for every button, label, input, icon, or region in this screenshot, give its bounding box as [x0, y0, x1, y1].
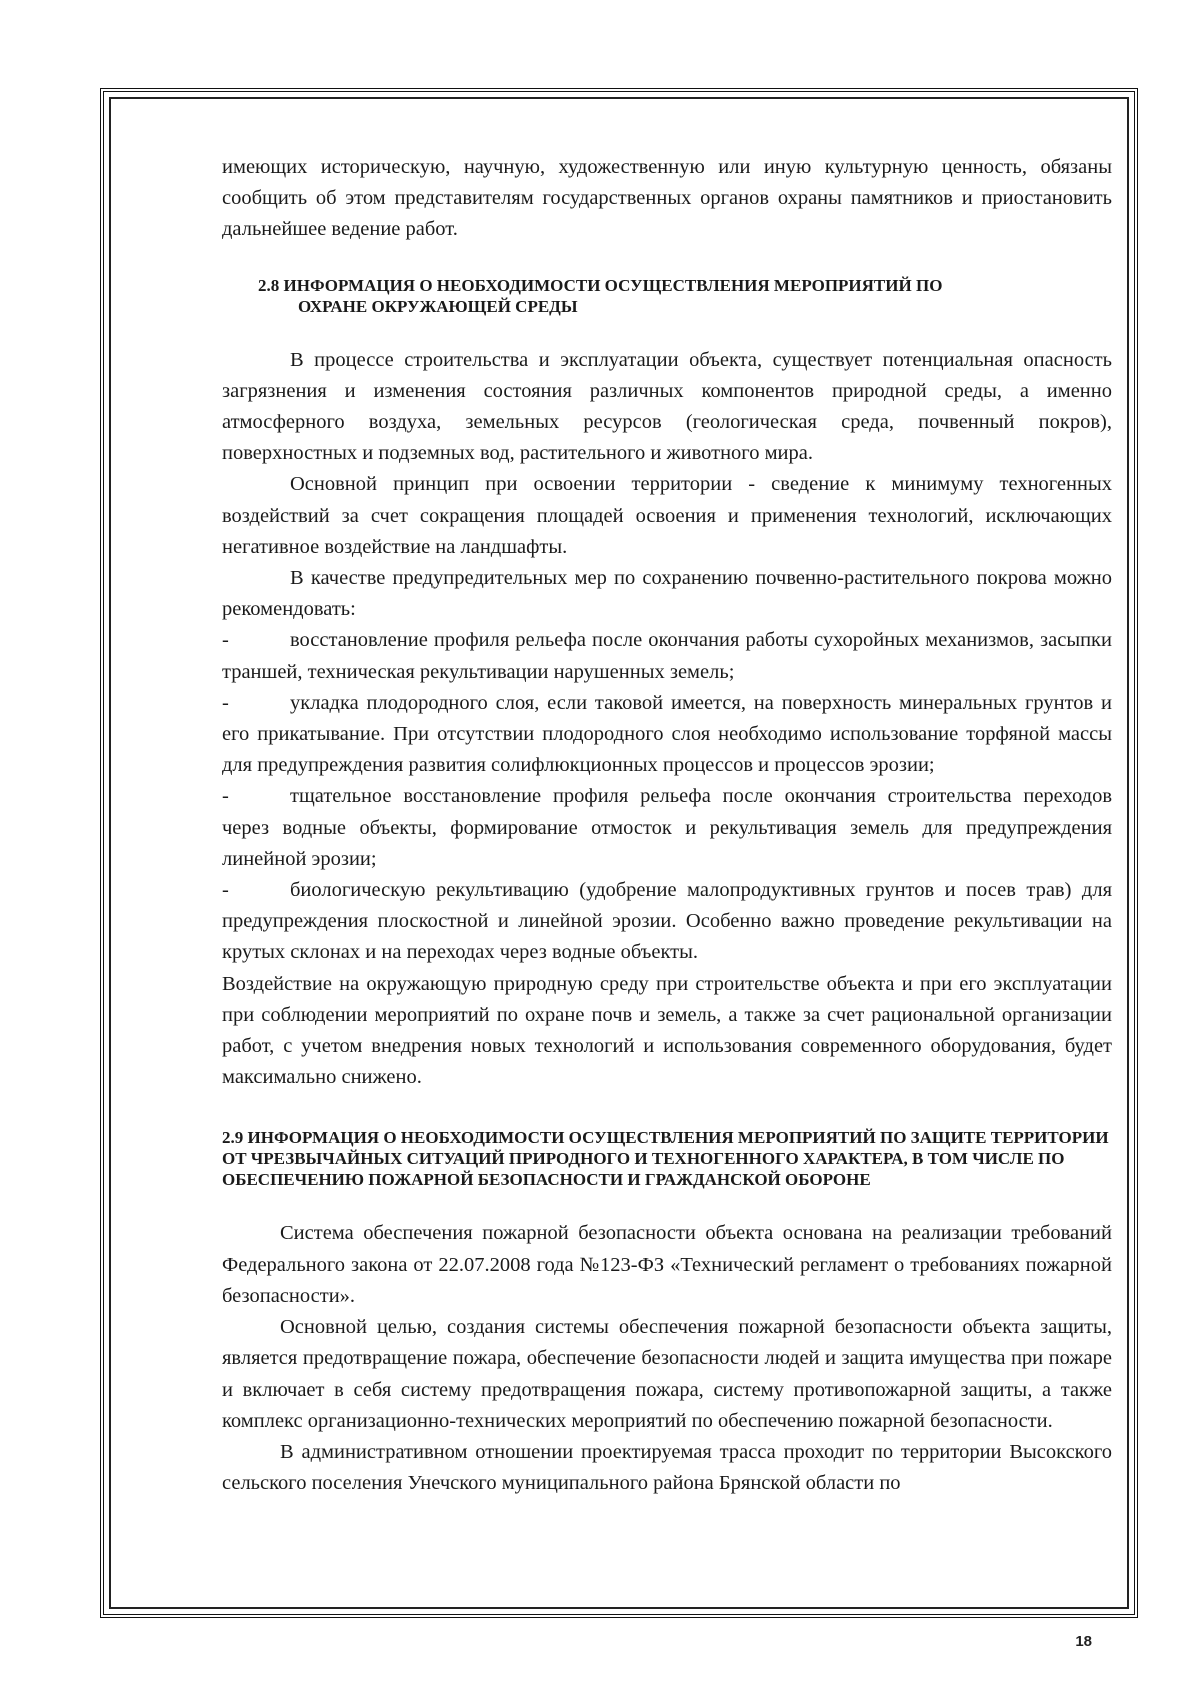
list-dash: - — [222, 691, 229, 714]
page-number: 18 — [1075, 1633, 1092, 1650]
section-2-9-paragraph-3: В административном отношении проектируемая трасса проходит по территории Высокского сельского поселения Унечского муниципального района Брянской области по — [222, 1440, 1112, 1495]
list-dash: - — [222, 785, 229, 808]
section-2-9-paragraph-2: Основной целью, создания системы обеспечения пожарной безопасности объекта защиты, является предотвращение пожара, обеспечение безопасности людей и защита имущества при пожаре и включает в себя систему предотвращения пожара, систему противопожарной защиты, а также комплекс организационно-технических мероприятий по обеспечению пожарной безопасности. — [222, 1316, 1112, 1432]
list-item — [222, 781, 1112, 875]
intro-continuation: имеющих историческую, научную, художественную или иную культурную ценность, обязаны сообщить об этом представителям государственных органов охраны памятников и приостановить дальнейшее ведение работ. — [222, 156, 1112, 241]
section-2-8-paragraph-3: В качестве предупредительных мер по сохранению почвенно-растительного покрова можно рекомендовать: — [222, 567, 1112, 621]
section-2-9-heading: 2.9 ИНФОРМАЦИЯ О НЕОБХОДИМОСТИ ОСУЩЕСТВЛЕНИЯ МЕРОПРИЯТИЙ ПО ЗАЩИТЕ ТЕРРИТОРИИ ОТ ЧРЕЗВЫЧАЙНЫХ СИТУАЦИЙ ПРИРОДНОГО И ТЕХНОГЕННОГО ХАРАКТЕРА, В ТОМ ЧИСЛЕ ПО ОБЕСПЕЧЕНИЮ ПОЖАРНОЙ БЕЗОПАСНОСТИ И ГРАЖДАНСКОЙ ОБОРОНЕ — [222, 1128, 1109, 1190]
list-dash: - — [222, 879, 229, 902]
list-item — [222, 625, 1112, 687]
list-item-text: восстановление профиля рельефа после окончания работы сухоройных механизмов, засыпки траншей, техническая рекультивации нарушенных земель; — [222, 629, 1112, 683]
list-item — [222, 875, 1112, 969]
section-2-8-paragraph-2: Основной принцип при освоении территории - сведение к минимуму техногенных воздействий за счет сокращения площадей освоения и применения технологий, исключающих негативное воздействие на ландшафты. — [222, 473, 1112, 558]
list-dash: - — [222, 629, 229, 652]
list-item-text: биологическую рекультивацию (удобрение малопродуктивных грунтов и посев трав) для предупреждения плоскостной и линейной эрозии. Особенно важно проведение рекультивации на крутых склонах и на переходах через водные объекты. — [222, 879, 1112, 964]
section-2-8-heading-line2: ОХРАНЕ ОКРУЖАЮЩЕЙ СРЕДЫ — [298, 296, 578, 316]
list-item-text: тщательное восстановление профиля рельефа после окончания строительства переходов через водные объекты, формирование отмосток и рекультивация земель для предупреждения линейной эрозии; — [222, 785, 1112, 870]
section-2-8-heading-line1: 2.8 ИНФОРМАЦИЯ О НЕОБХОДИМОСТИ ОСУЩЕСТВЛЕНИЯ МЕРОПРИЯТИЙ ПО — [258, 275, 943, 295]
section-2-9-paragraph-1: Система обеспечения пожарной безопасности объекта основана на реализации требований Федерального закона от 22.07.2008 года №123-ФЗ «Технический регламент о требованиях пожарной безопасности». — [222, 1222, 1112, 1307]
list-item-text: укладка плодородного слоя, если таковой имеется, на поверхность минеральных грунтов и его прикатывание. При отсутствии плодородного слоя необходимо использование торфяной массы для предупреждения развития солифлюкционных процессов и процессов эрозии; — [222, 691, 1112, 777]
section-2-8-paragraph-1: В процессе строительства и эксплуатации объекта, существует потенциальная опасность загрязнения и изменения состояния различных компонентов природной среды, а именно атмосферного воздуха, земельных ресурсов (геологическая среда, почвенный покров), поверхностных и подземных вод, растительного и животного мира. — [222, 348, 1112, 465]
section-2-8-heading — [258, 275, 1112, 317]
document-body — [222, 152, 1112, 1499]
section-2-8-paragraph-4: Воздействие на окружающую природную среду при строительстве объекта и при его эксплуатации при соблюдении мероприятий по охране почв и земель, а также за счет рациональной организации работ, с учетом внедрения новых технологий и использования современного оборудования, будет максимально снижено. — [222, 972, 1112, 1089]
list-item — [222, 688, 1112, 782]
